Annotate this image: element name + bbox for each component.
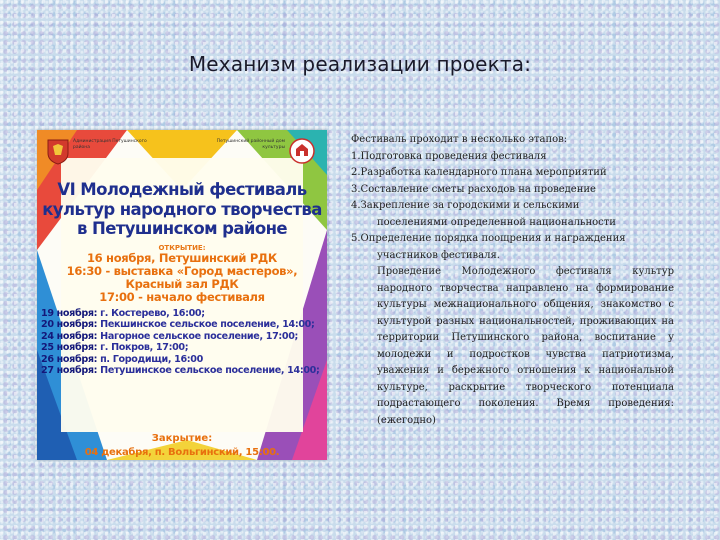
schedule-item: 26 ноября: п. Городищи, 16:00 <box>41 353 203 365</box>
poster-header-left: Администрация Петушинского района <box>73 139 147 150</box>
schedule-item: 24 ноября: Нагорное сельское поселение, 17:00; <box>41 330 299 342</box>
closing-label: Закрытие: <box>151 433 213 444</box>
crest-icon <box>47 139 69 165</box>
poster-header-right: Петушинский районный дом культуры <box>216 139 285 150</box>
festival-poster <box>37 130 327 460</box>
slide-title: Механизм реализации проекта: <box>188 52 532 76</box>
stages-intro: Фестиваль проходит в несколько этапов: <box>351 134 568 145</box>
opening-label: ОТКРЫТИЕ: <box>158 244 206 252</box>
stage-item: 1.Подготовка проведения фестиваля <box>351 150 547 162</box>
house-of-culture-logo-icon <box>288 138 316 164</box>
project-description <box>351 132 674 429</box>
stage-item: 2.Разработка календарного плана мероприятий <box>351 167 607 178</box>
closing-details: 04 декабря, п. Вольгинский, 15:00. <box>84 447 280 458</box>
opening-details: 16 ноября, Петушинский РДК 16:30 - выставка «Город мастеров», Красный зал РДК 17:00 - начало фестиваля <box>66 251 298 304</box>
schedule-item: 20 ноября: Пекшинское сельское поселение, 14:00; <box>41 319 315 331</box>
stage-item-continued: поселениями определенной национальности <box>377 216 616 228</box>
schedule-list <box>41 308 327 376</box>
schedule-item: 19 ноября: г. Костерево, 16:00; <box>41 308 205 319</box>
stage-item: 5.Определение порядка поощрения и награждения <box>351 233 626 244</box>
schedule-item: 25 ноября: г. Покров, 17:00; <box>41 342 189 354</box>
poster-title: VI Молодежный фестиваль культур народного творчества в Петушинском районе <box>42 180 322 238</box>
stage-item: 4.Закрепление за городскими и сельскими <box>351 200 580 211</box>
schedule-item: 27 ноября: Петушинское сельское поселение, 14:00; <box>41 365 320 377</box>
stage-item: 3.Составление сметы расходов на проведение <box>351 183 596 195</box>
festival-goal-paragraph: Проведение Молодежного фестиваля культур народного творчества направлено на формирование культуры межнационального общения, знакомство с культурой разных национальностей, проживающих на территории Петушинского района, воспитание у молодежи и подростков чувства патриотизма, уважения и бережного отношения к национальной культуре, раскрытие творческого потенциала подрастающего поколения. Время проведения: (ежегодно) <box>377 266 674 426</box>
stage-item-continued: участников фестиваля. <box>377 249 500 261</box>
